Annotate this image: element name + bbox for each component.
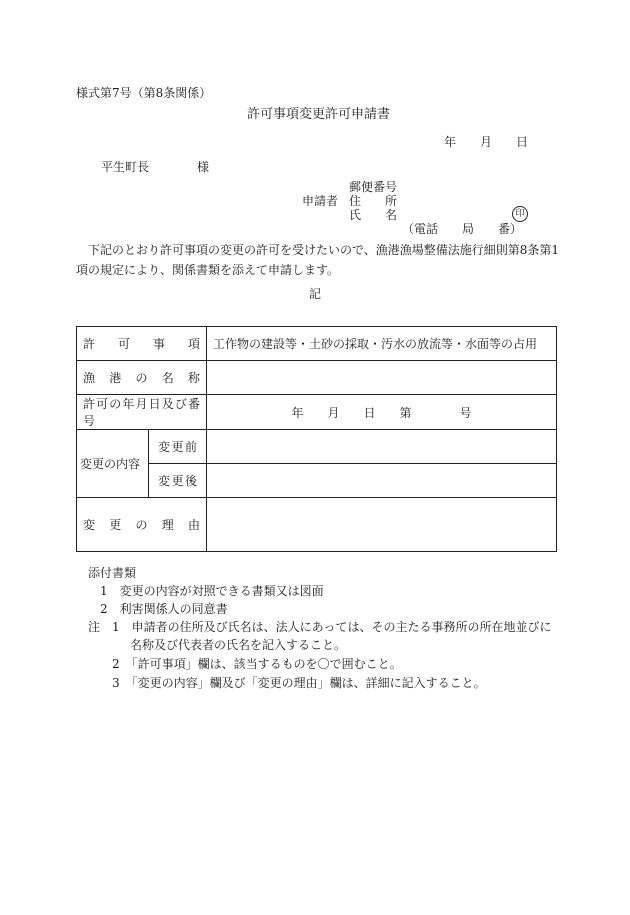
page-title: 許可事項変更許可申請書: [247, 107, 391, 122]
phone-label: （電話 局 番）: [402, 222, 523, 236]
postal-code-label: 郵便番号: [349, 180, 398, 194]
table-row-change-after: [77, 464, 557, 498]
change-content-label-text: 変更の内容: [80, 457, 141, 471]
attachments-heading: 添付書類: [88, 566, 137, 580]
attachment-item-2: 2 利害関係人の同意書: [100, 602, 228, 616]
addressee-honorific: 様: [197, 160, 210, 174]
body-text-line-2: 項の規定により、関係書類を添えて申請します。: [76, 263, 340, 277]
applicant-label: 申請者: [302, 194, 339, 208]
table-row-change-reason: [77, 498, 557, 552]
permit-date-number-value[interactable]: [207, 395, 557, 430]
change-after-value[interactable]: [207, 464, 557, 498]
name-label: 氏 名: [349, 208, 398, 222]
application-table: [76, 326, 557, 552]
permission-items-label-text: 許可事項: [83, 337, 201, 351]
note-3: 3 「変更の内容」欄及び「変更の理由」欄は、詳細に記入すること。: [112, 676, 486, 690]
address-label: 住 所: [349, 194, 398, 208]
change-reason-label: [77, 498, 207, 552]
permission-items-label: [77, 327, 207, 361]
change-reason-label-text: 変更の理由: [83, 518, 201, 532]
permission-items-options: 工作物の建設等・土砂の採取・汚水の放流等・水面等の占用: [213, 337, 538, 351]
permit-date-number-template: 年 月 日 第 号: [291, 405, 472, 420]
table-row-change-before: [77, 430, 557, 464]
note-2: 2 「許可事項」欄は、該当するものを〇で囲むこと。: [112, 657, 402, 671]
change-before-label-text: 変更前: [158, 440, 198, 454]
change-reason-value[interactable]: [207, 498, 557, 552]
change-before-value[interactable]: [207, 430, 557, 464]
table-row-port-name: [77, 361, 557, 395]
body-text-line-1: 下記のとおり許可事項の変更の許可を受けたいので、漁港漁場整備法施行細則第8条第1: [88, 243, 560, 257]
change-content-label: [77, 430, 149, 498]
change-before-label: [149, 430, 207, 464]
body-text: [76, 240, 566, 280]
date-line: 年 月 日: [444, 135, 529, 149]
table-row-permission-items: [77, 327, 557, 361]
form-number: 様式第7号（第8条関係）: [76, 86, 212, 100]
attachment-item-1: 1 変更の内容が対照できる書類又は図面: [100, 584, 324, 598]
note-1-continued: 名称及び代表者の氏名を記入すること。: [130, 638, 347, 652]
permit-date-number-label: [77, 395, 207, 430]
permit-date-number-label-text: 許可の年月日及び番号: [83, 397, 201, 428]
notes-label: 注: [88, 620, 101, 634]
permission-items-value[interactable]: [207, 327, 557, 361]
port-name-label: [77, 361, 207, 395]
change-after-label: [149, 464, 207, 498]
change-after-label-text: 変更後: [158, 474, 198, 488]
ki-mark: 記: [309, 287, 322, 301]
table-row-permit-date-number: [77, 395, 557, 430]
addressee-name: 平生町長: [101, 160, 150, 174]
seal-mark: 印: [512, 206, 528, 222]
note-1: 1 申請者の住所及び氏名は、法人にあっては、その主たる事務所の所在地並びに: [112, 620, 552, 634]
port-name-value[interactable]: [207, 361, 557, 395]
port-name-label-text: 漁港の名称: [83, 371, 201, 385]
